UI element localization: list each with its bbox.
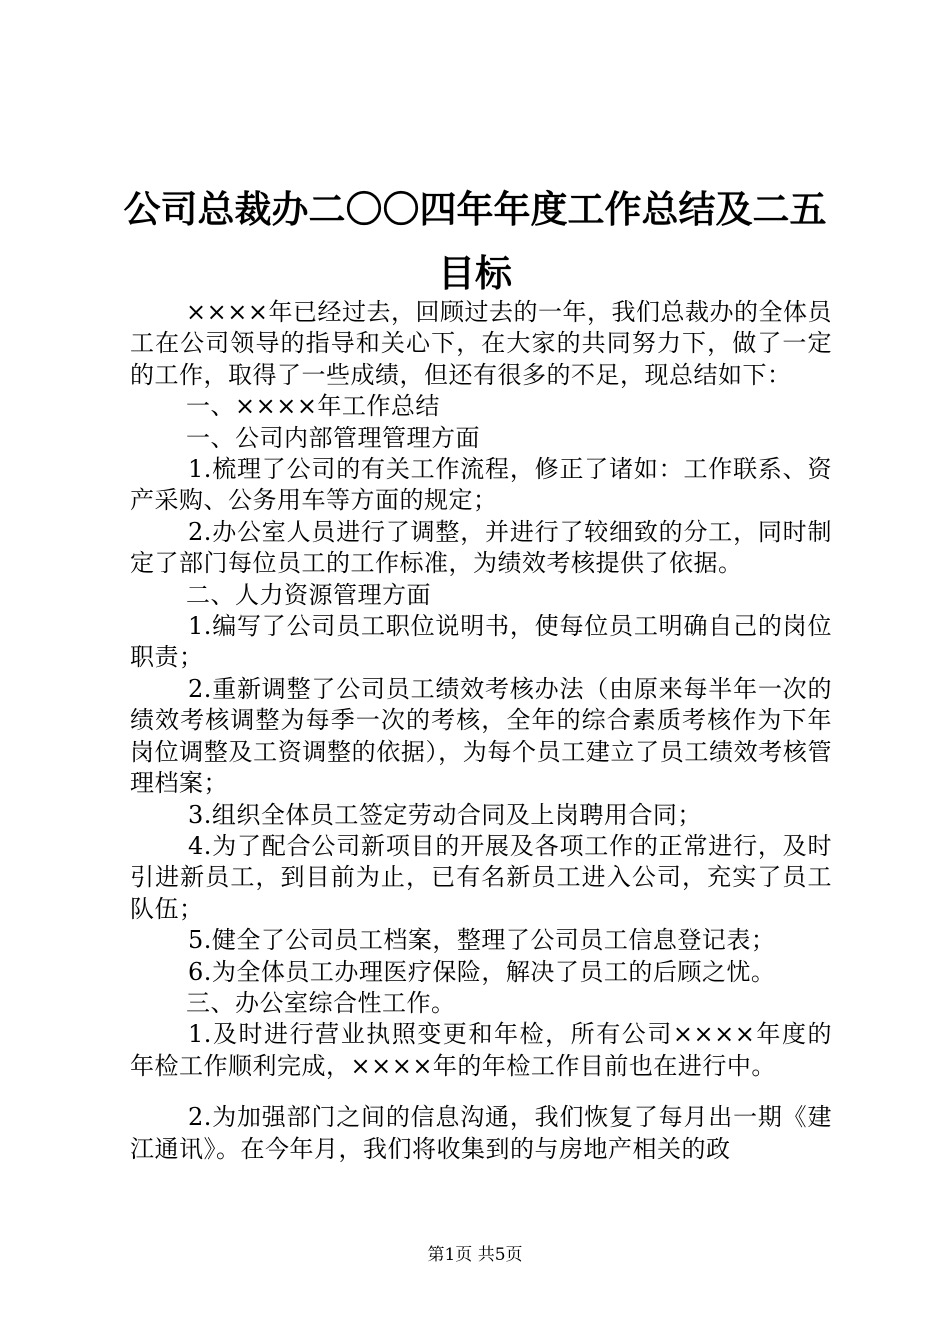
list-item: 4.为了配合公司新项目的开展及各项工作的正常进行，及时引进新员工，到目前为止，已有名新员工进入公司，充实了员工队伍； (130, 831, 832, 923)
section-heading: 一、××××年工作总结 (186, 392, 440, 421)
subsection-heading: 一、公司内部管理管理方面 (186, 423, 480, 452)
list-item: 3.组织全体员工签定劳动合同及上岗聘用合同； (188, 800, 702, 829)
list-item: 2.办公室人员进行了调整，并进行了较细致的分工，同时制定了部门每位员工的工作标准，为绩效考核提供了依据。 (130, 517, 832, 578)
subsection-heading: 三、办公室综合性工作。 (186, 988, 456, 1017)
subsection-heading: 二、人力资源管理方面 (186, 580, 431, 609)
intro-paragraph: ××××年已经过去，回顾过去的一年，我们总裁办的全体员工在公司领导的指导和关心下，在大家的共同努力下，做了一定的工作，取得了一些成绩，但还有很多的不足，现总结如下： (130, 298, 832, 389)
paragraph-gap (130, 1082, 832, 1102)
document-body (130, 297, 832, 1165)
list-item: 1.梳理了公司的有关工作流程，修正了诸如：工作联系、资产采购、公务用车等方面的规定； (130, 455, 832, 515)
list-item: 1.编写了公司员工职位说明书，使每位员工明确自己的岗位职责； (130, 612, 832, 672)
list-item: 2.为加强部门之间的信息沟通，我们恢复了每月出一期《建江通讯》。在今年月，我们将收集到的与房地产相关的政 (130, 1103, 832, 1163)
list-item: 2.重新调整了公司员工绩效考核办法（由原来每半年一次的绩效考核调整为每季一次的考核，全年的综合素质考核作为下年岗位调整及工资调整的依据），为每个员工建立了员工绩效考核管理档案； (130, 674, 832, 798)
list-item: 5.健全了公司员工档案，整理了公司员工信息登记表； (188, 926, 776, 955)
document-title: 公司总裁办二〇〇四年年度工作总结及二五目标 (123, 188, 827, 295)
list-item: 6.为全体员工办理医疗保险，解决了员工的后顾之忧。 (188, 957, 776, 986)
page-footer: 第1页 共5页 (427, 1245, 523, 1265)
list-item: 1.及时进行营业执照变更和年检，所有公司××××年度的年检工作顺利完成，××××年的年检工作目前也在进行中。 (130, 1020, 832, 1080)
